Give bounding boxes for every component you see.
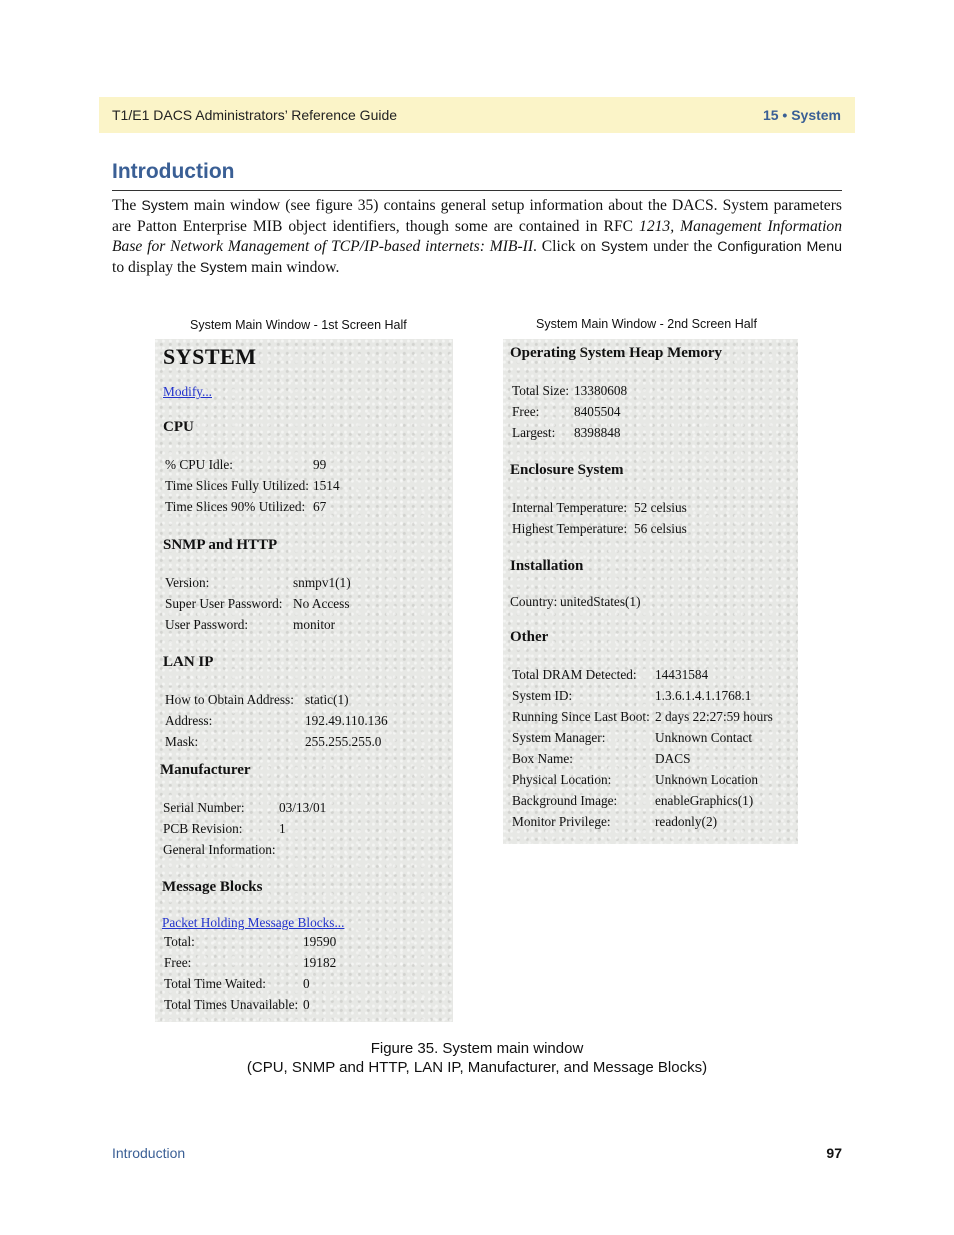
physical-location-value: Unknown Location <box>655 772 759 787</box>
system-window-first-half <box>155 339 453 1022</box>
mb-time-waited-label: Total Time Waited: <box>164 976 266 991</box>
heap-largest-value: 8398848 <box>574 425 621 440</box>
intro-rfc-title: 1213, Management Information Base for Network Management of TCP/IP-based internets: MIB-II <box>112 217 842 255</box>
monitor-privilege-value: readonly(2) <box>655 814 718 829</box>
figure-caption-line2: (CPU, SNMP and HTTP, LAN IP, Manufacturer, and Message Blocks) <box>246 1059 708 1076</box>
packet-holding-link[interactable]: Packet Holding Message Blocks... <box>162 915 345 930</box>
time-slices-full-value: 1514 <box>313 478 340 493</box>
user-password-value: monitor <box>293 617 336 632</box>
intro-term-system-3: System <box>199 259 248 276</box>
heap-free-label: Free: <box>512 404 540 419</box>
lan-ip-heading: LAN IP <box>163 654 214 670</box>
internal-temp-value: 52 celsius <box>634 500 687 515</box>
serial-number-value: 03/13/01 <box>279 800 327 815</box>
cpu-heading: CPU <box>163 419 194 435</box>
section-title: Introduction <box>112 160 235 183</box>
intro-text-1: The <box>112 197 142 214</box>
mb-free-label: Free: <box>164 955 192 970</box>
header-doc-title: T1/E1 DACS Administrators’ Reference Guide <box>112 107 398 123</box>
system-id-value: 1.3.6.1.4.1.1768.1 <box>655 688 752 703</box>
figure-caption-line1: Figure 35. System main window <box>370 1040 584 1057</box>
time-slices-full-label: Time Slices Fully Utilized: <box>165 478 309 493</box>
manufacturer-heading: Manufacturer <box>160 762 251 778</box>
general-info-label: General Information: <box>163 842 276 857</box>
mb-free-value: 19182 <box>303 955 337 970</box>
super-user-password-value: No Access <box>293 596 350 611</box>
intro-text-2: main window (see figure 35) contains general setup information about the DACS. System parameters are Patton Enterprise MIB object identifiers, though some are contained in RFC <box>112 197 842 235</box>
time-slices-90-value: 67 <box>313 499 327 514</box>
intro-paragraph <box>112 196 842 278</box>
running-header <box>99 97 855 133</box>
page-number: 97 <box>826 1145 842 1161</box>
uptime-label: Running Since Last Boot: <box>512 709 650 724</box>
cpu-idle-value: 99 <box>313 457 327 472</box>
mask-value: 255.255.255.0 <box>305 734 382 749</box>
enclosure-heading: Enclosure System <box>510 462 624 478</box>
ip-address-value: 192.49.110.136 <box>305 713 388 728</box>
panel1-caption: System Main Window - 1st Screen Half <box>190 318 407 332</box>
country-value: unitedStates(1) <box>560 594 641 609</box>
highest-temp-value: 56 celsius <box>634 521 687 536</box>
ip-address-label: Address: <box>165 713 213 728</box>
heap-total-value: 13380608 <box>574 383 628 398</box>
snmp-version-value: snmpv1(1) <box>293 575 351 590</box>
other-heading: Other <box>510 629 549 645</box>
footer-section-name: Introduction <box>112 1145 186 1161</box>
dram-label: Total DRAM Detected: <box>512 667 637 682</box>
intro-text-3: . Click on <box>533 238 601 255</box>
heap-memory-heading: Operating System Heap Memory <box>510 345 723 361</box>
super-user-password-label: Super User Password: <box>165 596 283 611</box>
mb-unavailable-value: 0 <box>303 997 310 1012</box>
dram-value: 14431584 <box>655 667 709 682</box>
system-manager-value: Unknown Contact <box>655 730 753 745</box>
mb-total-value: 19590 <box>303 934 337 949</box>
uptime-value: 2 days 22:27:59 hours <box>655 709 773 724</box>
monitor-privilege-label: Monitor Privilege: <box>512 814 611 829</box>
mb-unavailable-label: Total Times Unavailable: <box>164 997 299 1012</box>
title-divider <box>112 190 842 191</box>
system-id-label: System ID: <box>512 688 573 703</box>
obtain-address-label: How to Obtain Address: <box>165 692 294 707</box>
intro-text-6: main window. <box>247 258 340 276</box>
intro-text-5: to display the <box>112 258 200 276</box>
heap-largest-label: Largest: <box>512 425 556 440</box>
system-title: SYSTEM <box>163 344 257 369</box>
mask-label: Mask: <box>165 734 199 749</box>
internal-temp-label: Internal Temperature: <box>512 500 628 515</box>
system-manager-label: System Manager: <box>512 730 606 745</box>
modify-link[interactable]: Modify... <box>163 384 212 399</box>
highest-temp-label: Highest Temperature: <box>512 521 628 536</box>
snmp-version-label: Version: <box>165 575 210 590</box>
heap-total-label: Total Size: <box>512 383 570 398</box>
country-label: Country: <box>510 594 558 609</box>
system-window-second-half <box>503 339 798 844</box>
user-password-label: User Password: <box>165 617 249 632</box>
intro-term-system-2: System <box>600 239 649 255</box>
message-blocks-heading: Message Blocks <box>162 879 263 895</box>
box-name-label: Box Name: <box>512 751 573 766</box>
time-slices-90-label: Time Slices 90% Utilized: <box>165 499 306 514</box>
installation-heading: Installation <box>510 558 584 574</box>
serial-number-label: Serial Number: <box>163 800 245 815</box>
panel2-caption: System Main Window - 2nd Screen Half <box>536 317 757 331</box>
background-image-label: Background Image: <box>512 793 618 808</box>
background-image-value: enableGraphics(1) <box>655 793 754 808</box>
mb-total-label: Total: <box>164 934 195 949</box>
mb-time-waited-value: 0 <box>303 976 310 991</box>
pcb-revision-value: 1 <box>279 821 286 836</box>
obtain-address-value: static(1) <box>305 692 349 707</box>
box-name-value: DACS <box>655 751 691 766</box>
snmp-heading: SNMP and HTTP <box>163 537 278 553</box>
pcb-revision-label: PCB Revision: <box>163 821 243 836</box>
cpu-idle-label: % CPU Idle: <box>165 457 233 472</box>
intro-term-config-menu: Configuration Menu <box>717 239 842 255</box>
intro-text-4: under the <box>648 238 718 255</box>
physical-location-label: Physical Location: <box>512 772 612 787</box>
header-chapter: 15 • System <box>762 107 841 123</box>
intro-term-system-1: System <box>141 198 189 214</box>
heap-free-value: 8405504 <box>574 404 621 419</box>
